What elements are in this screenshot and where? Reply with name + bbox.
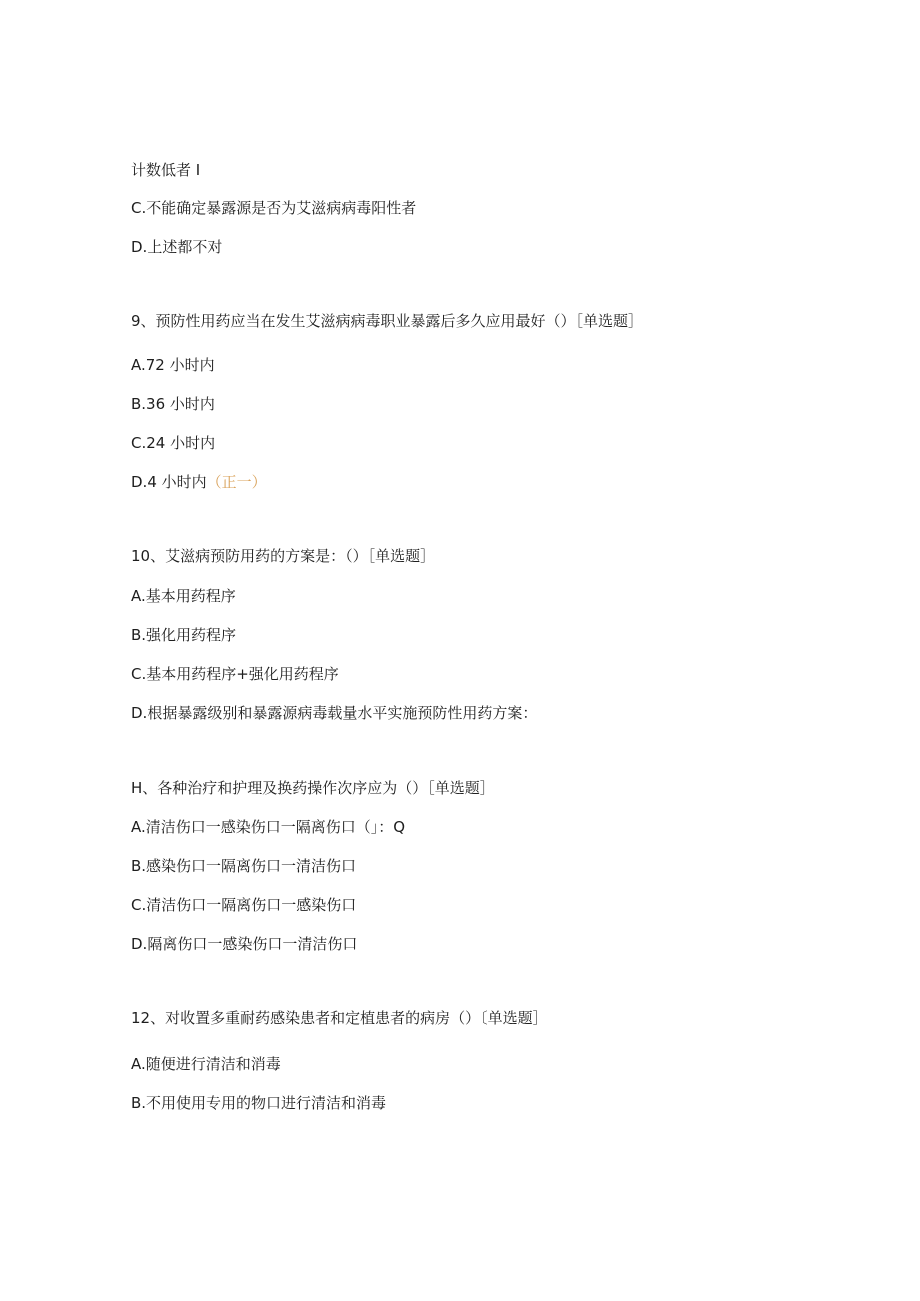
q10-option-c: C.基本用药程序+强化用药程序 (131, 665, 339, 683)
q12-option-b: B.不用使用专用的物口进行清洁和消毒 (131, 1094, 387, 1112)
question-11-text: H、各种治疗和护理及换药操作次序应为（）［单选题］ (131, 779, 495, 797)
q11-option-a: A.清洁伤口一感染伤口一隔离伤口（」：Q (131, 818, 406, 836)
q9-option-b: B.36 小时内 (131, 395, 215, 413)
q9-option-a: A.72 小时内 (131, 356, 215, 374)
q11-option-b: B.感染伤口一隔离伤口一清洁伤口 (131, 857, 357, 875)
question-9-text: 9、预防性用药应当在发生艾滋病病毒职业暴露后多久应用最好（）［单选题］ (131, 312, 644, 330)
q10-option-a: A.基本用药程序 (131, 587, 236, 605)
question-12-text: 12、对收置多重耐药感染患者和定植患者的病房（）〔单选题］ (131, 1009, 548, 1027)
question-10-text: 10、艾滋病预防用药的方案是：（）［单选题］ (131, 547, 436, 565)
q9-option-d-label: D.4 小时内 (131, 473, 207, 491)
continuation-text: 计数低者 I (131, 161, 201, 179)
q12-option-a: A.随便进行清洁和消毒 (131, 1055, 281, 1073)
option-c: C.不能确定暴露源是否为艾滋病病毒阳性者 (131, 199, 417, 217)
answer-mark: （正一） (206, 473, 267, 491)
q11-option-c: C.清洁伤口一隔离伤口一感染伤口 (131, 896, 357, 914)
q11-option-d: D.隔离伤口一感染伤口一清洁伤口 (131, 935, 358, 953)
q10-option-b: B.强化用药程序 (131, 626, 237, 644)
q9-option-d (131, 472, 267, 492)
q10-option-d: D.根据暴露级别和暴露源病毒载量水平实施预防性用药方案： (131, 704, 538, 722)
option-d: D.上述都不对 (131, 238, 223, 256)
q9-option-c: C.24 小时内 (131, 434, 216, 452)
